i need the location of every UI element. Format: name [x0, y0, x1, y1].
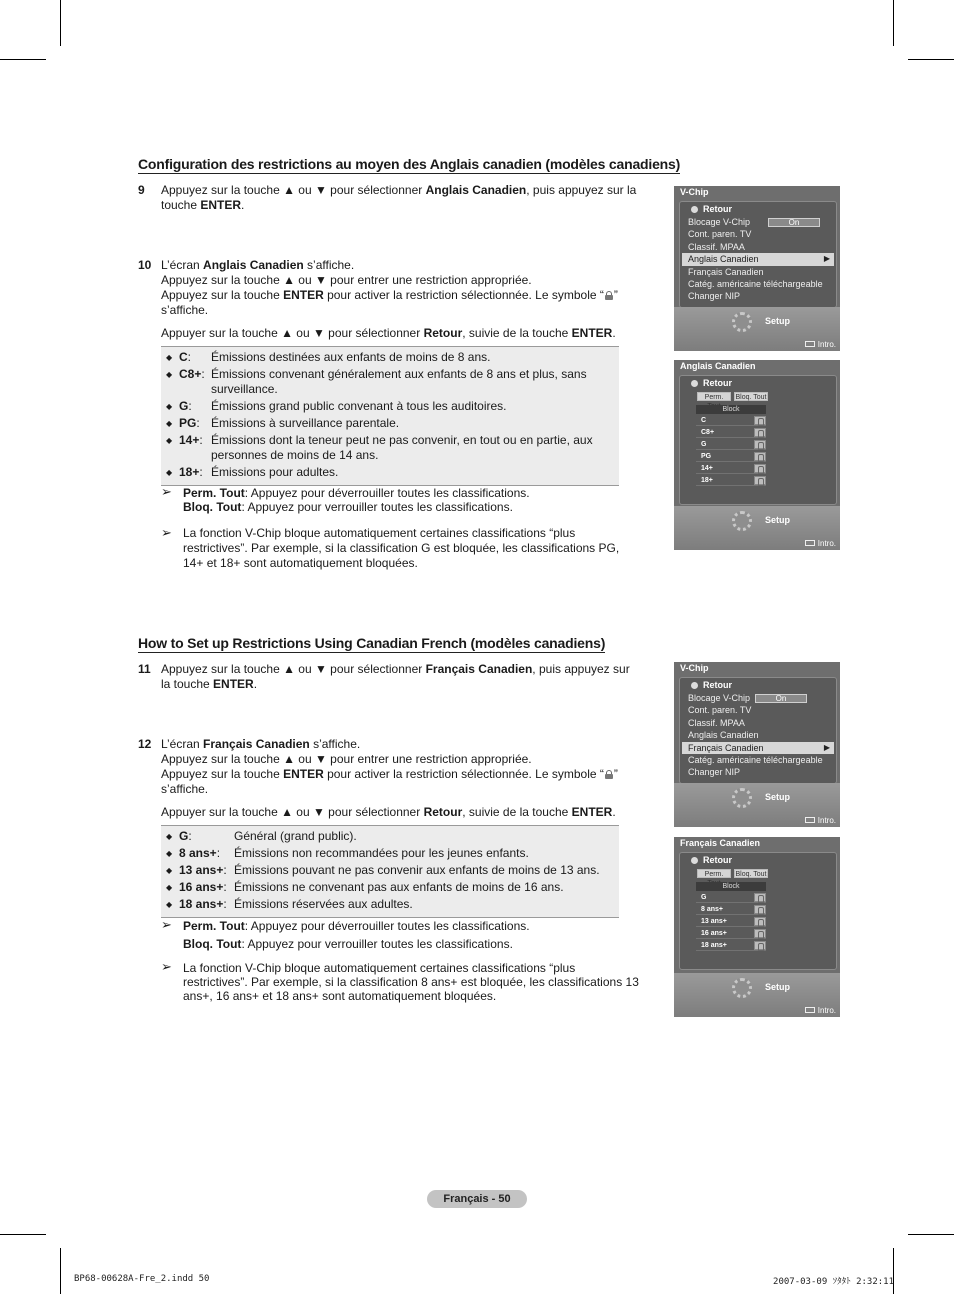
step-9	[138, 183, 638, 213]
vchip-menu-screenshot	[674, 662, 840, 827]
rating-lock-row[interactable]	[696, 415, 766, 426]
bullet-icon: ◆	[166, 866, 173, 875]
rating-lock-label: C	[701, 417, 707, 424]
step-number: 11	[138, 662, 151, 676]
rating-row	[161, 433, 619, 463]
bullet-icon: ◆	[166, 849, 173, 858]
rating-lock-label: G	[701, 894, 707, 901]
rating-code: C:	[179, 350, 192, 364]
lock-icon[interactable]	[754, 452, 766, 461]
rating-description: Émissions grand public convenant à tous les auditoires.	[211, 399, 507, 413]
section-title-francais: How to Set up Restrictions Using Canadian French (modèles canadiens)	[138, 635, 606, 651]
menu-item-anglais[interactable]: Anglais Canadien	[688, 730, 759, 741]
crop-mark	[893, 1248, 894, 1294]
note-auto-block: ➢ La fonction V-Chip bloque automatiquement certaines classifications “plus restrictives”. Par exemple, si la classification G est bloquée, les classifications PG, 14+ et 18+ sont automatiquement bloquées.	[161, 525, 620, 570]
setup-label: Setup	[765, 982, 791, 992]
rating-row	[161, 350, 619, 365]
rating-description: Émissions convenant généralement aux enfants de 8 ans et plus, sans surveillance.	[211, 367, 587, 396]
perm-tout-button[interactable]: Perm.	[697, 869, 731, 878]
rating-row	[161, 465, 619, 480]
rating-code: G:	[179, 399, 192, 413]
note-arrow-icon: ➢	[161, 959, 172, 974]
gear-icon	[732, 978, 752, 998]
block-header: Block	[696, 882, 766, 891]
crop-mark	[0, 59, 46, 60]
perm-tout-button[interactable]: Perm.	[697, 392, 731, 401]
lock-icon[interactable]	[754, 476, 766, 485]
menu-item-francais[interactable]: Français Canadien ▶	[682, 742, 834, 754]
bullet-icon: ◆	[166, 832, 173, 841]
francais-menu-screenshot	[674, 837, 840, 1017]
print-file-info: BP68-00628A-Fre_2.indd 50	[74, 1274, 210, 1284]
rating-code: 13 ans+:	[179, 863, 227, 877]
rating-lock-row[interactable]	[696, 904, 766, 915]
enter-icon	[805, 817, 815, 823]
rating-description: Émissions pouvant ne pas convenir aux enfants de moins de 13 ans.	[234, 863, 600, 877]
lock-icon	[605, 770, 613, 779]
menu-title: Français Canadien	[680, 838, 761, 848]
rating-lock-row[interactable]	[696, 940, 766, 951]
rating-lock-row[interactable]	[696, 439, 766, 450]
rating-description: Émissions destinées aux enfants de moins de 8 ans.	[211, 350, 491, 364]
rating-lock-label: 18 ans+	[701, 942, 727, 949]
step-12	[138, 737, 638, 820]
rating-row	[161, 829, 619, 844]
rating-description: Émissions ne convenant pas aux enfants de moins de 16 ans.	[234, 880, 564, 894]
menu-item-nip[interactable]: Changer NIP	[688, 767, 741, 778]
menu-return[interactable]: Retour	[680, 854, 836, 867]
menu-item-categ[interactable]: Catég. américaine téléchargeable	[688, 278, 823, 289]
lock-icon[interactable]	[754, 416, 766, 425]
rating-lock-row[interactable]	[696, 427, 766, 438]
menu-panel	[679, 201, 837, 308]
rating-lock-label: 18+	[701, 477, 713, 484]
setup-label: Setup	[765, 316, 791, 326]
rating-description: Émissions à surveillance parentale.	[211, 416, 400, 430]
rating-row	[161, 863, 619, 878]
menu-return[interactable]: Retour	[680, 679, 836, 692]
intro-label: Intro.	[805, 816, 836, 825]
note-perm-bloq: ➢ Perm. Tout: Appuyez pour déverrouiller toutes les classifications. Bloq. Tout: Appuyez pour verrouiller toutes les classifications.	[161, 484, 530, 514]
arrow-right-icon: ▶	[823, 742, 830, 752]
rating-code: PG:	[179, 416, 200, 430]
return-icon	[691, 682, 698, 689]
on-value: On	[768, 218, 820, 227]
anglais-menu-screenshot	[674, 360, 840, 550]
menu-item-nip[interactable]: Changer NIP	[688, 291, 741, 302]
rating-code: 8 ans+:	[179, 846, 221, 860]
rating-row	[161, 846, 619, 861]
crop-mark	[0, 1234, 46, 1235]
menu-return[interactable]: Retour	[680, 377, 836, 390]
rating-lock-label: 13 ans+	[701, 918, 727, 925]
menu-item-cont-paren[interactable]: Cont. paren. TV	[688, 229, 752, 240]
bullet-icon: ◆	[166, 370, 173, 379]
enter-icon	[805, 540, 815, 546]
rating-lock-row[interactable]	[696, 451, 766, 462]
rating-lock-label: 16 ans+	[701, 930, 727, 937]
section-title-anglais: Configuration des restrictions au moyen des Anglais canadien (modèles canadiens)	[138, 156, 681, 172]
menu-item-blocage[interactable]: Blocage V-Chip On	[680, 216, 836, 228]
rating-lock-label: PG	[701, 453, 712, 460]
rating-table-anglais	[161, 346, 619, 486]
rating-lock-row[interactable]	[696, 475, 766, 486]
arrow-right-icon: ▶	[823, 254, 830, 264]
step-text: L’écran Anglais Canadien s’affiche. Appuyez sur la touche ▲ ou ▼ pour entrer une restriction appropriée. Appuyez sur la touche ENTER pour activer la restriction sélectionnée. Le symbole “ ” s’affiche. Appuyer sur la touche ▲ ou ▼ pour sélectionner Retour, suivie de la touche ENTER.	[161, 258, 618, 340]
step-text: Appuyez sur la touche ▲ ou ▼ pour sélectionner Français Canadien, puis appuyez sur la touche ENTER.	[161, 662, 630, 691]
menu-panel	[679, 677, 837, 784]
rating-description: Émissions non recommandées pour les jeunes enfants.	[234, 846, 529, 860]
rating-description: Émissions dont la teneur peut ne pas convenir, en tout ou en partie, aux personnes de moins de 14 ans.	[211, 433, 593, 462]
step-11	[138, 662, 638, 692]
rating-lock-label: 14+	[701, 465, 713, 472]
return-icon	[691, 206, 698, 213]
rating-code: C8+:	[179, 367, 205, 381]
crop-mark	[893, 0, 894, 46]
setup-label: Setup	[765, 792, 791, 802]
bullet-icon: ◆	[166, 353, 173, 362]
rating-row	[161, 399, 619, 414]
menu-item-classif-mpaa[interactable]: Classif. MPAA	[688, 717, 745, 728]
menu-title: Anglais Canadien	[680, 361, 756, 371]
crop-mark	[908, 1234, 954, 1235]
gear-icon	[732, 312, 752, 332]
bullet-icon: ◆	[166, 436, 173, 445]
rating-row	[161, 897, 619, 912]
lock-icon[interactable]	[754, 917, 766, 926]
bloq-tout-button[interactable]: Bloq. Tout	[735, 871, 767, 878]
menu-bottom-bar	[674, 307, 840, 351]
rating-description: Émissions pour adultes.	[211, 465, 339, 479]
menu-item-francais[interactable]: Français Canadien	[688, 266, 764, 277]
bullet-icon: ◆	[166, 900, 173, 909]
menu-return[interactable]: Retour	[680, 203, 836, 216]
step-number: 12	[138, 737, 152, 751]
rating-code: 16 ans+:	[179, 880, 227, 894]
rating-code: 18+:	[179, 465, 203, 479]
lock-icon	[605, 291, 613, 300]
intro-label: Intro.	[805, 1006, 836, 1015]
step-number: 10	[138, 258, 152, 272]
rating-code: 18 ans+:	[179, 897, 227, 911]
rating-row	[161, 367, 619, 397]
bloq-tout-button[interactable]: Bloq. Tout	[735, 394, 767, 401]
rating-lock-row[interactable]	[696, 892, 766, 903]
crop-mark	[60, 1248, 61, 1294]
bullet-icon: ◆	[166, 468, 173, 477]
menu-item-blocage[interactable]: Blocage V-Chip On	[680, 692, 836, 704]
step-10	[138, 258, 638, 341]
bullet-icon: ◆	[166, 883, 173, 892]
rating-code: 14+:	[179, 433, 203, 447]
bullet-icon: ◆	[166, 402, 173, 411]
rating-lock-row[interactable]	[696, 463, 766, 474]
note-arrow-icon: ➢	[161, 484, 172, 499]
menu-item-anglais[interactable]: Anglais Canadien ▶	[682, 253, 834, 265]
lock-icon[interactable]	[754, 893, 766, 902]
menu-item-classif-mpaa[interactable]: Classif. MPAA	[688, 241, 745, 252]
return-icon	[691, 380, 698, 387]
step-number: 9	[138, 183, 145, 197]
rating-description: Émissions réservées aux adultes.	[234, 897, 413, 911]
crop-mark	[908, 59, 954, 60]
menu-panel	[679, 852, 837, 970]
menu-bottom-bar	[674, 973, 840, 1017]
rating-row	[161, 880, 619, 895]
block-header: Block	[696, 405, 766, 414]
rating-description: Général (grand public).	[234, 829, 357, 843]
note-arrow-icon: ➢	[161, 917, 172, 932]
rating-table-francais	[161, 825, 619, 918]
gear-icon	[732, 788, 752, 808]
vchip-menu-screenshot	[674, 186, 840, 351]
lock-icon[interactable]	[754, 929, 766, 938]
print-date-info: 2007-03-09 ｿﾀﾀﾄ 2:32:11	[773, 1277, 894, 1287]
menu-item-cont-paren[interactable]: Cont. paren. TV	[688, 705, 752, 716]
return-icon	[691, 857, 698, 864]
page-number-badge: Français - 50	[427, 1190, 527, 1208]
note-auto-block: ➢ La fonction V-Chip bloque automatiquement certaines classifications “plus restrictives”. Par exemple, si la classification 8 ans+ est bloquée, les classifications 13 ans+, 16 ans+ et 18 ans+ sont automatiquement bloquées.	[161, 959, 639, 1003]
menu-bottom-bar	[674, 783, 840, 827]
lock-icon[interactable]	[754, 941, 766, 950]
step-text: L’écran Français Canadien s’affiche. Appuyez sur la touche ▲ ou ▼ pour entrer une restriction appropriée. Appuyez sur la touche ENTER pour activer la restriction sélectionnée. Le symbole “ ” s’affiche. Appuyer sur la touche ▲ ou ▼ pour sélectionner Retour, suivie de la touche ENTER.	[161, 737, 618, 819]
enter-icon	[805, 1007, 815, 1013]
gear-icon	[732, 511, 752, 531]
menu-item-categ[interactable]: Catég. américaine téléchargeable	[688, 754, 823, 765]
lock-icon[interactable]	[754, 905, 766, 914]
bullet-icon: ◆	[166, 419, 173, 428]
rating-row	[161, 416, 619, 431]
intro-label: Intro.	[805, 539, 836, 548]
setup-label: Setup	[765, 515, 791, 525]
menu-panel	[679, 375, 837, 505]
rating-lock-label: 8 ans+	[701, 906, 723, 913]
rating-lock-row[interactable]	[696, 928, 766, 939]
note-arrow-icon: ➢	[161, 525, 172, 540]
enter-icon	[805, 341, 815, 347]
step-text: Appuyez sur la touche ▲ ou ▼ pour sélectionner Anglais Canadien, puis appuyez sur la touche ENTER.	[161, 183, 637, 212]
menu-bottom-bar	[674, 506, 840, 550]
note-perm-bloq: ➢ Perm. Tout: Appuyez pour déverrouiller toutes les classifications. Bloq. Tout: Appuyez pour verrouiller toutes les classifications.	[161, 917, 530, 951]
rating-lock-label: G	[701, 441, 707, 448]
menu-title: V-Chip	[680, 187, 709, 197]
lock-icon[interactable]	[754, 428, 766, 437]
lock-icon[interactable]	[754, 440, 766, 449]
rating-lock-row[interactable]	[696, 916, 766, 927]
rating-lock-label: C8+	[701, 429, 715, 436]
on-value: On	[755, 694, 807, 703]
menu-title: V-Chip	[680, 663, 709, 673]
crop-mark	[60, 0, 61, 46]
rating-code: G:	[179, 829, 192, 843]
intro-label: Intro.	[805, 340, 836, 349]
lock-icon[interactable]	[754, 464, 766, 473]
